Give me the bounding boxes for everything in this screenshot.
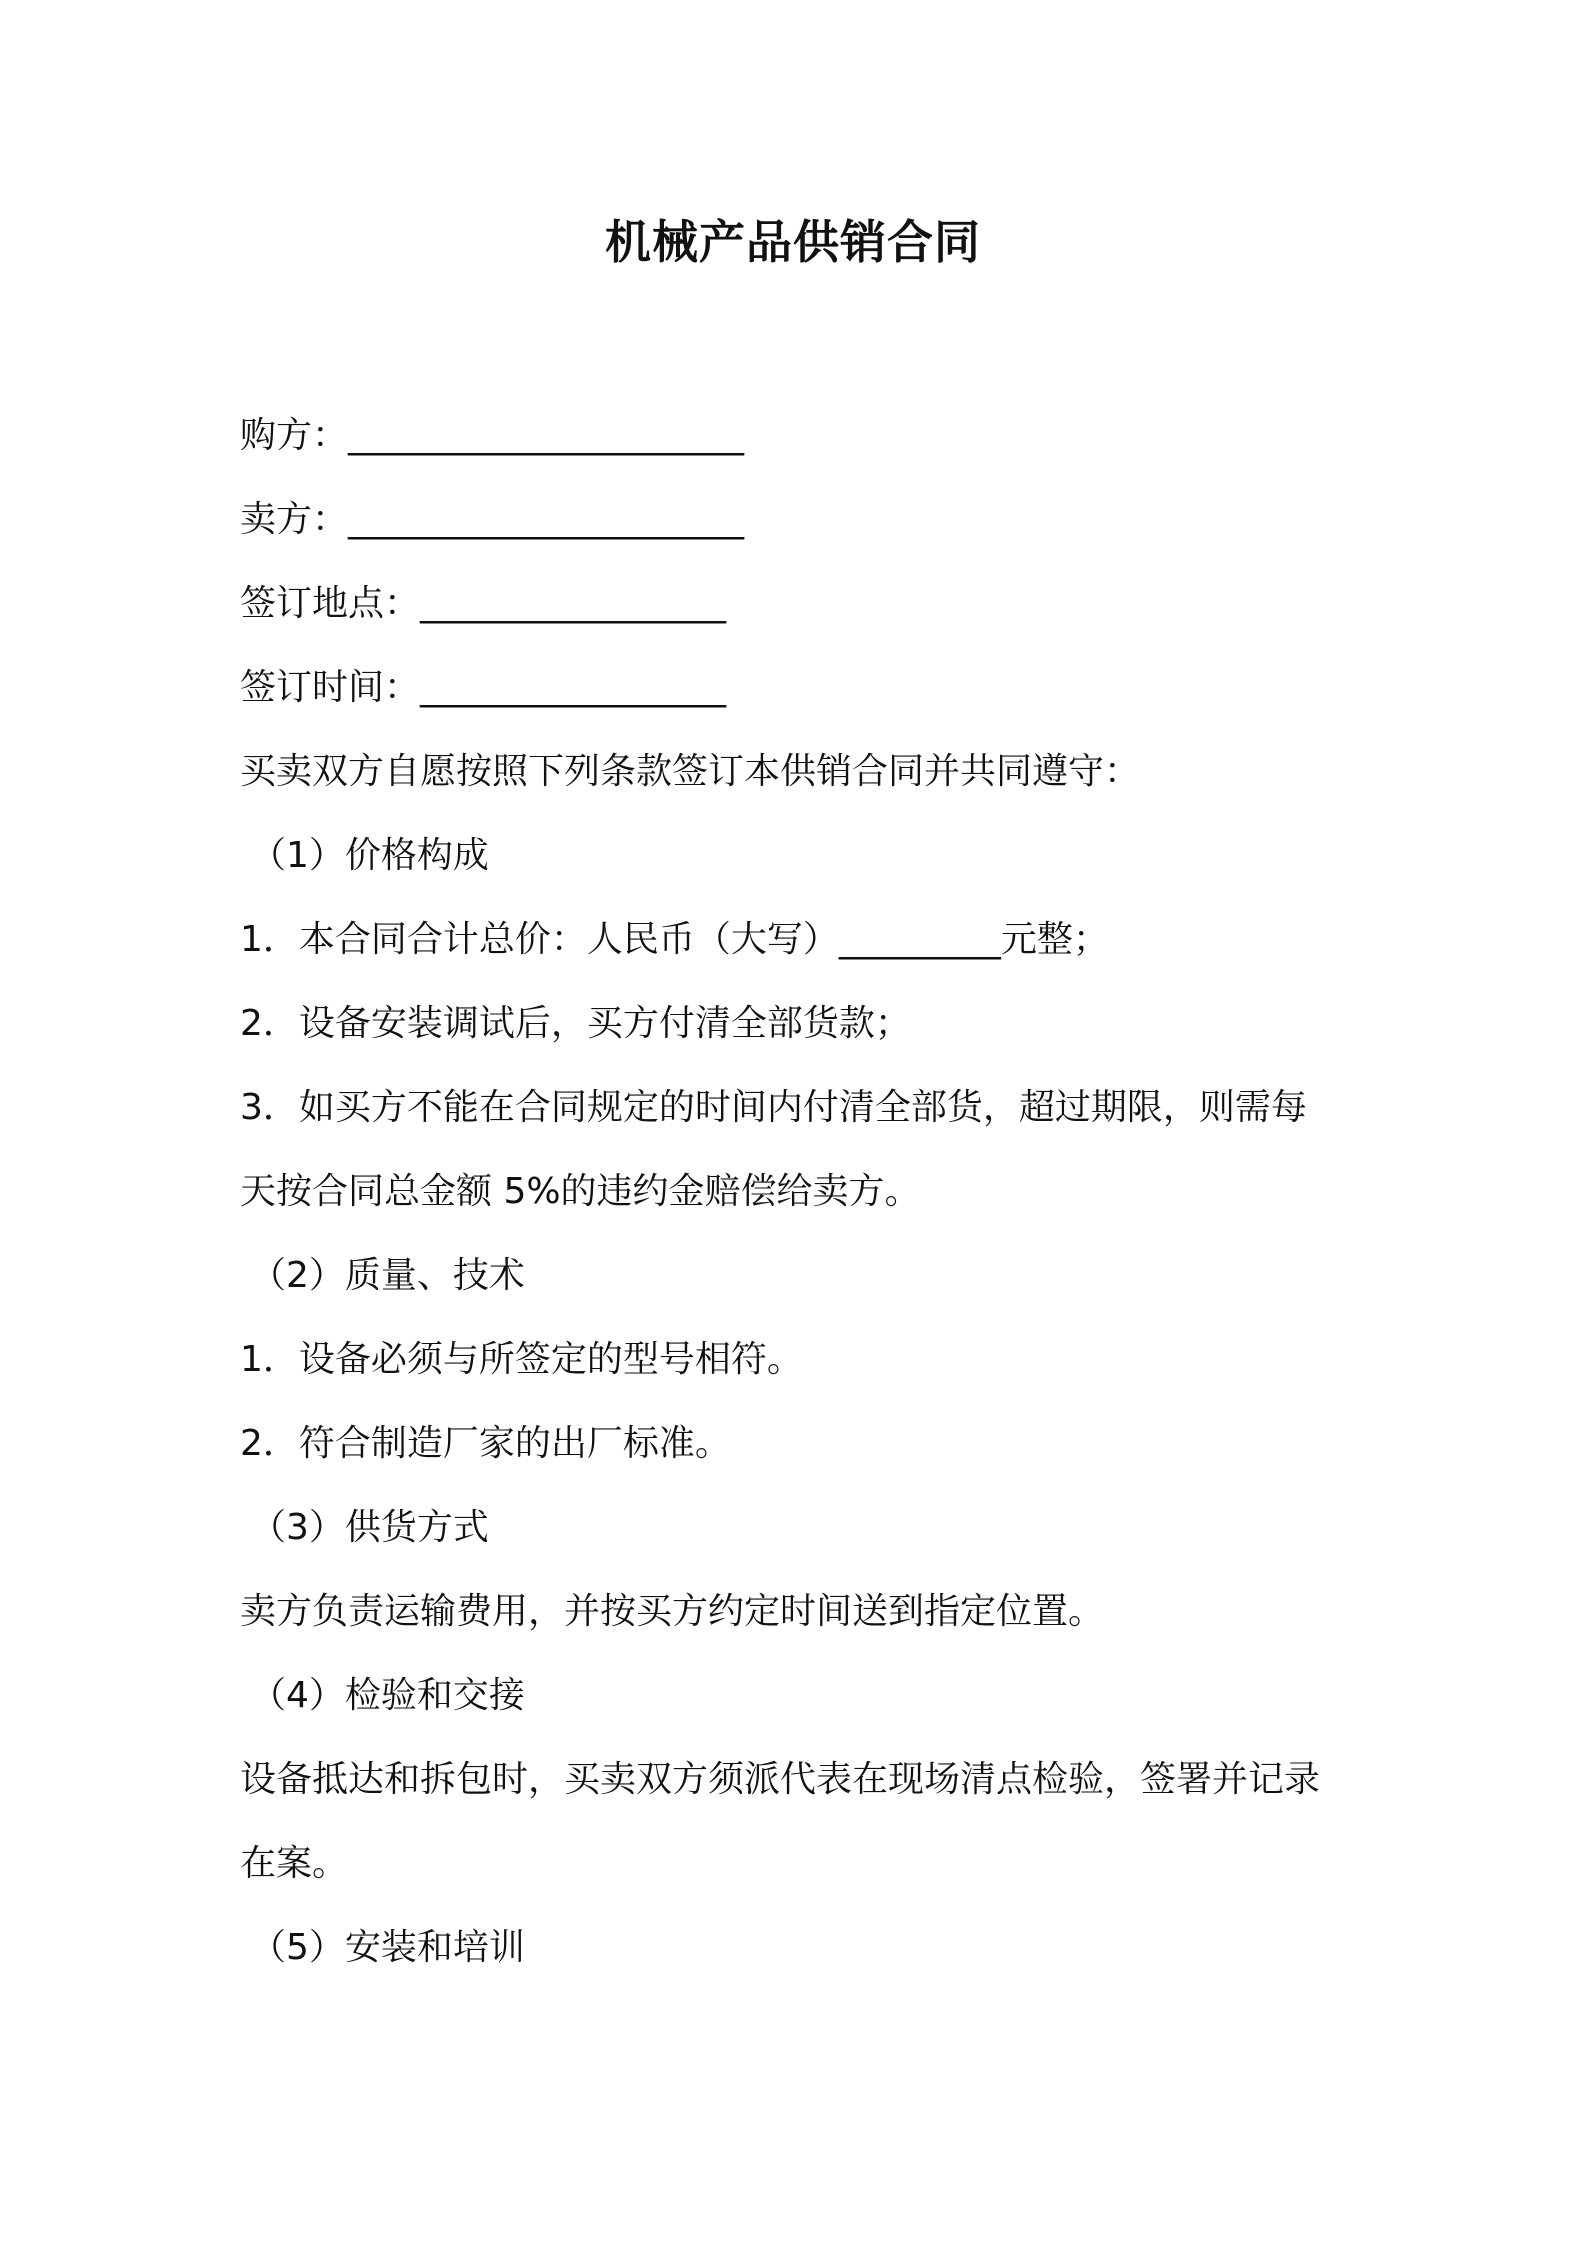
buyer-field: 购方：______________________ <box>240 415 745 456</box>
section-heading-price: （1）价格构成 <box>250 835 489 876</box>
quality-item-1: 1．设备必须与所签定的型号相符。 <box>240 1339 803 1380</box>
quality-item-2: 2．符合制造厂家的出厂标准。 <box>240 1423 731 1464</box>
price-item-2: 2．设备安装调试后，买方付清全部货款； <box>240 1003 911 1044</box>
supply-text: 卖方负责运输费用，并按买方约定时间送到指定位置。 <box>240 1591 1105 1632</box>
price-item-3-line-1: 3．如买方不能在合同规定的时间内付清全部货，超过期限，则需每 <box>240 1087 1307 1128</box>
section-heading-install: （5）安装和培训 <box>250 1927 525 1968</box>
signing-place-field: 签订地点：_________________ <box>240 583 727 624</box>
page-title: 机械产品供销合同 <box>605 215 981 269</box>
section-heading-supply: （3）供货方式 <box>250 1507 489 1548</box>
intro-paragraph: 买卖双方自愿按照下列条款签订本供销合同并共同遵守： <box>240 751 1141 792</box>
price-item-3-line-2: 天按合同总金额 5%的违约金赔偿给卖方。 <box>240 1171 921 1212</box>
inspection-line-1: 设备抵达和拆包时，买卖双方须派代表在现场清点检验，签署并记录 <box>240 1759 1321 1800</box>
inspection-line-2: 在案。 <box>240 1843 349 1884</box>
price-item-1: 1．本合同合计总价：人民币（大写）_________元整； <box>240 919 1109 960</box>
section-heading-quality: （2）质量、技术 <box>250 1255 525 1296</box>
signing-time-field: 签订时间：_________________ <box>240 667 727 708</box>
section-heading-inspection: （4）检验和交接 <box>250 1675 525 1716</box>
seller-field: 卖方：______________________ <box>240 499 745 540</box>
